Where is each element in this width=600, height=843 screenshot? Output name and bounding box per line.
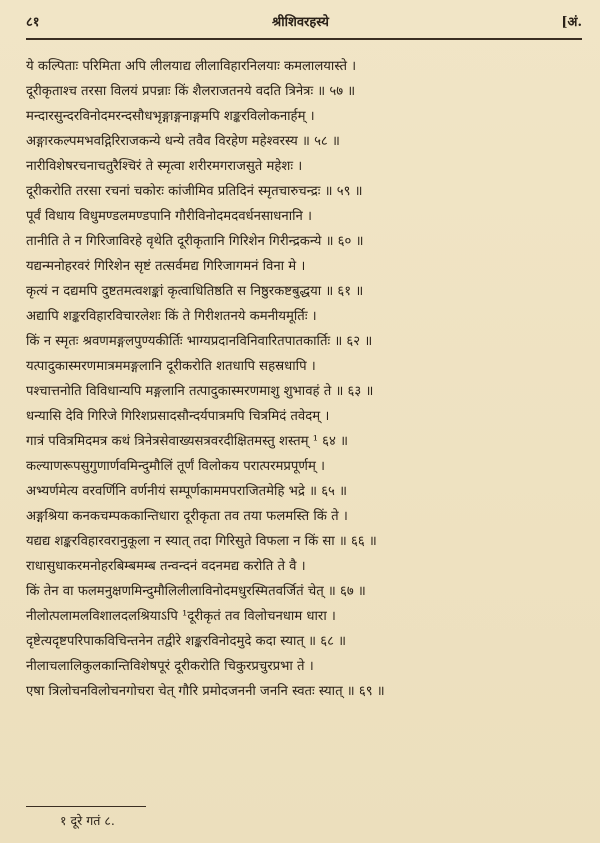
footnote: १ दूरे गतं ८. <box>60 813 115 828</box>
verse-line: कृत्यं न दद्यमपि दुष्टतमत्वशङ्कां कृत्वाधितिष्ठति स निष्ठुरकष्टबुद्धया ॥ ६१ ॥ <box>26 284 364 299</box>
verse-line: किं तेन वा फलमनुक्षणमिन्दुमौलिलीलाविनोदमधुरस्मितवर्जितं चेत् ॥ ६७ ॥ <box>26 584 366 599</box>
verse-line: राधासुधाकरमनोहरबिम्बमम्ब तन्वन्दनं वदनमद्य करोति ते वै । <box>26 559 306 574</box>
verse-line: नीलोत्पलामलविशालदलश्रियाऽपि ¹दूरीकृतं तव विलोचनधाम धारा । <box>26 609 336 624</box>
verse-line: नारीविशेषरचनाचतुरैश्चिरं ते स्मृत्वा शरीरमगराजसुते महेशः । <box>26 159 303 174</box>
verse-line: मन्दारसुन्दरविनोदमरन्दसौधभृङ्गाङ्गनाङ्गमपि शङ्करविलोकनार्हम् । <box>26 109 315 124</box>
verse-line: नीलाचलालिकुलकान्तिविशेषपूरं दूरीकरोति चिकुरप्रचुरप्रभा ते । <box>26 659 314 674</box>
verse-line: यद्यन्मनोहरवरं गिरिशेन सृष्टं तत्सर्वमद्य गिरिजागमनं विना मे । <box>26 259 306 274</box>
page-number: ८१ <box>26 15 40 30</box>
verse-body <box>26 54 582 704</box>
footnote-divider <box>26 806 146 807</box>
verse-line: दूरीकरोति तरसा रचनां चकोरः कांजीमिव प्रतिदिनं स्मृतचारुचन्द्रः ॥ ५९ ॥ <box>26 184 363 199</box>
verse-line: अद्यापि शङ्करविहारविचारलेशः किं ते गिरीशतनये कमनीयमूर्तिः । <box>26 309 317 324</box>
verse-line: यद्यद्य शङ्करविहारवरानुकूला न स्यात् तदा गिरिसुते विफला न किं सा ॥ ६६ ॥ <box>26 534 377 549</box>
verse-line: दृष्टेत्यदृष्टपरिपाकविचिन्तनेन तद्वीरे शङ्करविनोदमुदे कदा स्यात् ॥ ६८ ॥ <box>26 634 347 649</box>
page-header <box>26 8 582 40</box>
verse-line: दूरीकृताश्च तरसा विलयं प्रपन्नाः किं शैलराजतनये वदति त्रिनेत्रः ॥ ५७ ॥ <box>26 84 356 99</box>
verse-line: धन्यासि देवि गिरिजे गिरिशप्रसादसौन्दर्यपात्रमपि चित्रमिदं तवेदम् । <box>26 409 330 424</box>
verse-line: यत्पादुकास्मरणमात्रममङ्गलानि दूरीकरोति शतधापि सहस्रधापि । <box>26 359 316 374</box>
verse-line: अङ्गश्रिया कनकचम्पककान्तिधारा दूरीकृता तव तया फलमस्ति किं ते । <box>26 509 348 524</box>
verse-line: पूर्वं विधाय विधुमण्डलमण्डपानि गौरीविनोदमदवर्धनसाधनानि । <box>26 209 313 224</box>
verse-line: पश्चात्तनोति विविधान्यपि मङ्गलानि तत्पादुकास्मरणमाशु शुभावहं ते ॥ ६३ ॥ <box>26 384 374 399</box>
section-marker: [अं. <box>561 15 582 30</box>
verse-line: किं न स्मृतः श्रवणमङ्गलपुण्यकीर्तिः भाग्यप्रदानविनिवारितपातकार्तिः ॥ ६२ ॥ <box>26 334 373 349</box>
verse-line: गात्रं पवित्रमिदमत्र कथं त्रिनेत्रसेवाख्यसत्रवरदीक्षितमस्तु शस्तम् ¹ ६४ ॥ <box>26 434 348 449</box>
verse-line: तानीति ते न गिरिजाविरहे वृथेति दूरीकृतानि गिरिशेन गिरीन्द्रकन्ये ॥ ६० ॥ <box>26 234 364 249</box>
page-title: श्रीशिवरहस्ये <box>272 15 329 30</box>
verse-line: ये कल्पिताः परिमिता अपि लीलयाद्य लीलाविहारनिलयाः कमलालयास्ते । <box>26 59 357 74</box>
verse-line: अङ्गारकल्पमभवद्गिरिराजकन्ये धन्ये तवैव विरहेण महेश्वरस्य ॥ ५८ ॥ <box>26 134 340 149</box>
verse-line: कल्याणरूपसुगुणार्णवमिन्दुमौलिं तूर्णं विलोकय परात्परमप्रपूर्णम् । <box>26 459 326 474</box>
verse-line: एषा त्रिलोचनविलोचनगोचरा चेत् गौरि प्रमोदजननी जननि स्वतः स्यात् ॥ ६९ ॥ <box>26 684 385 699</box>
verse-line: अभ्यर्णमेत्य वरवर्णिनि वर्णनीयं सम्पूर्णकाममपराजितमेहि भद्रे ॥ ६५ ॥ <box>26 484 348 499</box>
